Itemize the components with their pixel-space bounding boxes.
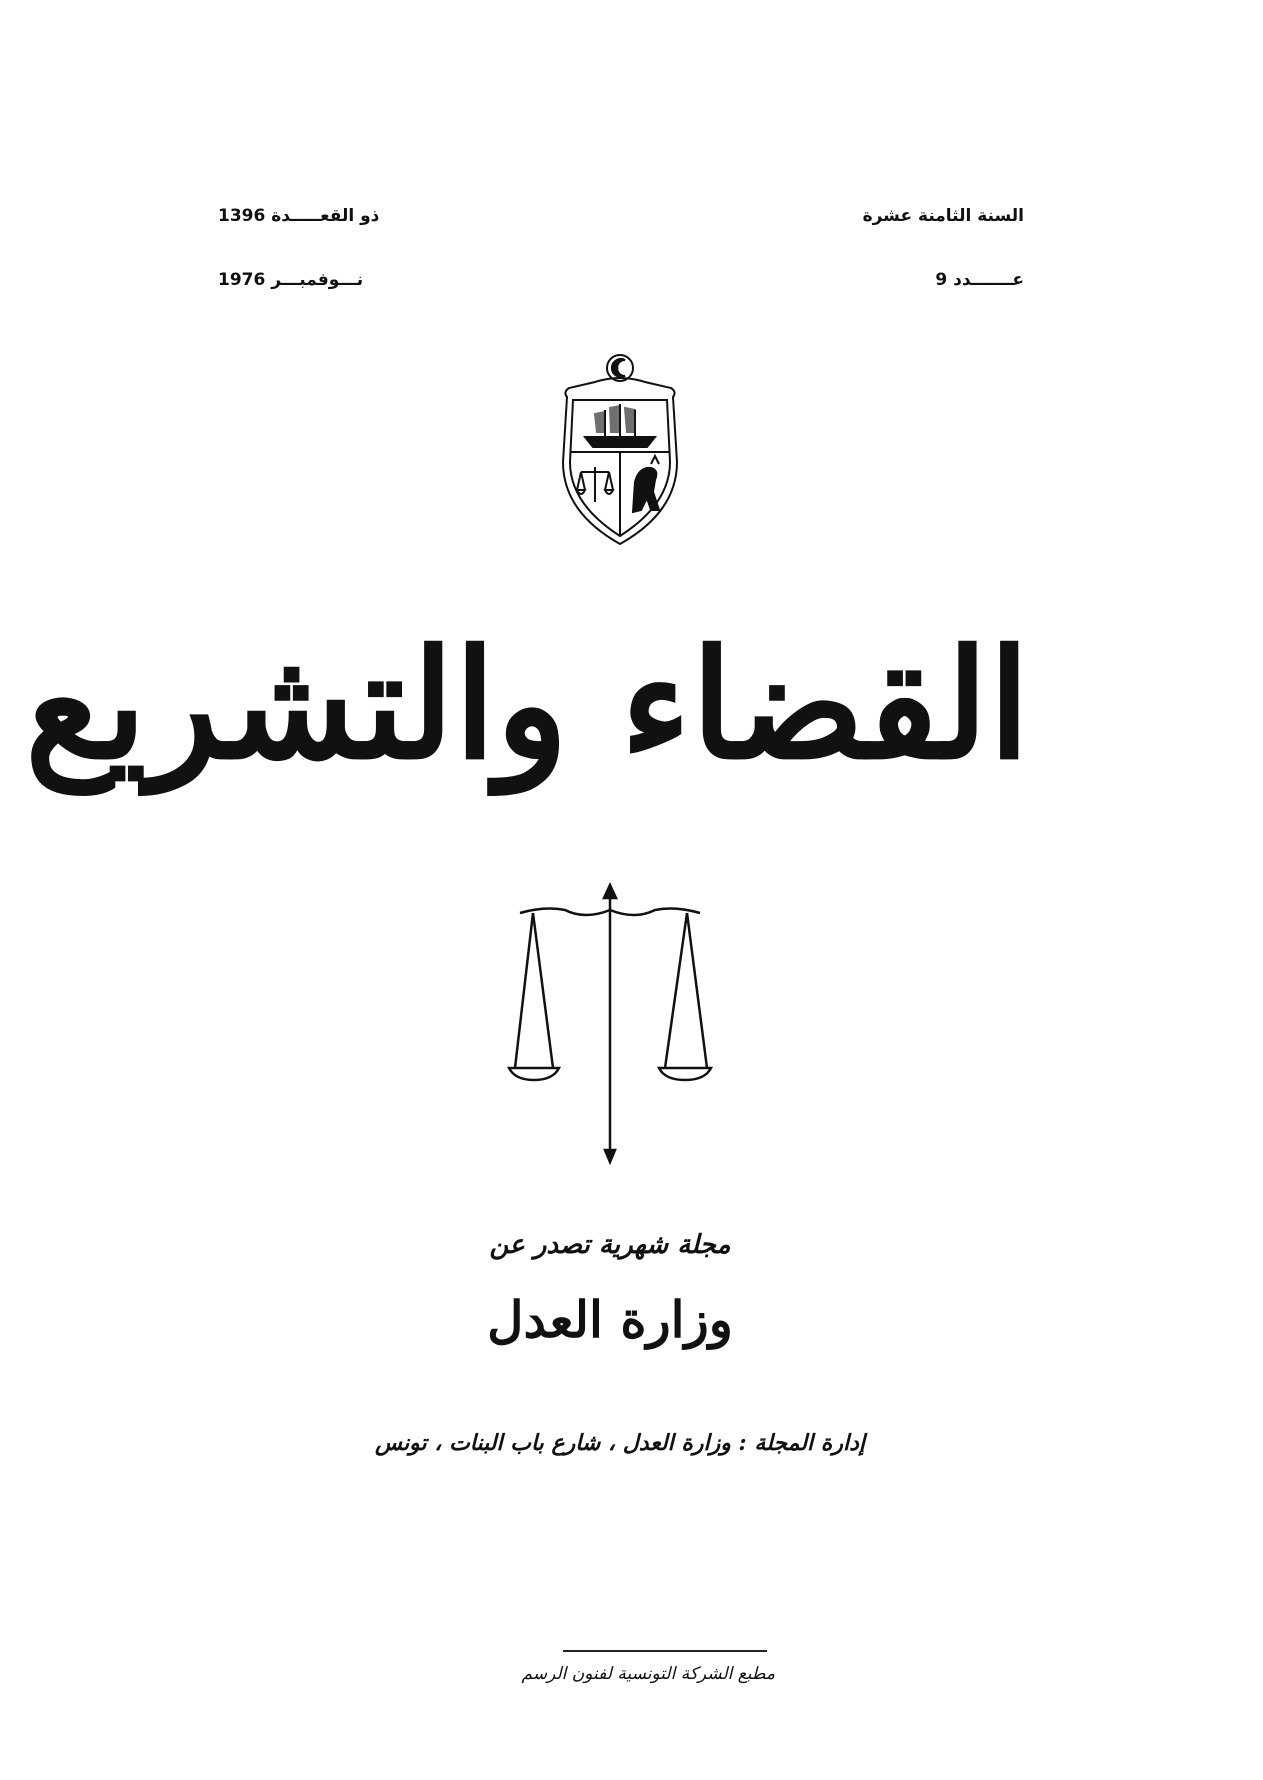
gregorian-date: نـــوفمبـــر 1976 — [218, 270, 364, 290]
editorial-address: إدارة المجلة : وزارة العدل ، شارع باب البنات ، تونس — [375, 1430, 865, 1456]
coat-of-arms-icon — [555, 352, 685, 550]
hijri-date: ذو القعـــــدة 1396 — [218, 206, 380, 226]
journal-title: القضاء والتشريع — [24, 617, 1030, 793]
divider — [563, 1650, 767, 1652]
year-label: السنة الثامنة عشرة — [862, 206, 1024, 226]
subtitle: مجلة شهرية تصدر عن — [489, 1230, 731, 1260]
publisher-ministry: وزارة العدل — [487, 1290, 733, 1349]
issue-number: عـــــــدد 9 — [935, 270, 1024, 290]
scales-of-justice-icon — [505, 880, 715, 1165]
printer-credit: مطبع الشركة التونسية لفنون الرسم — [521, 1664, 775, 1684]
